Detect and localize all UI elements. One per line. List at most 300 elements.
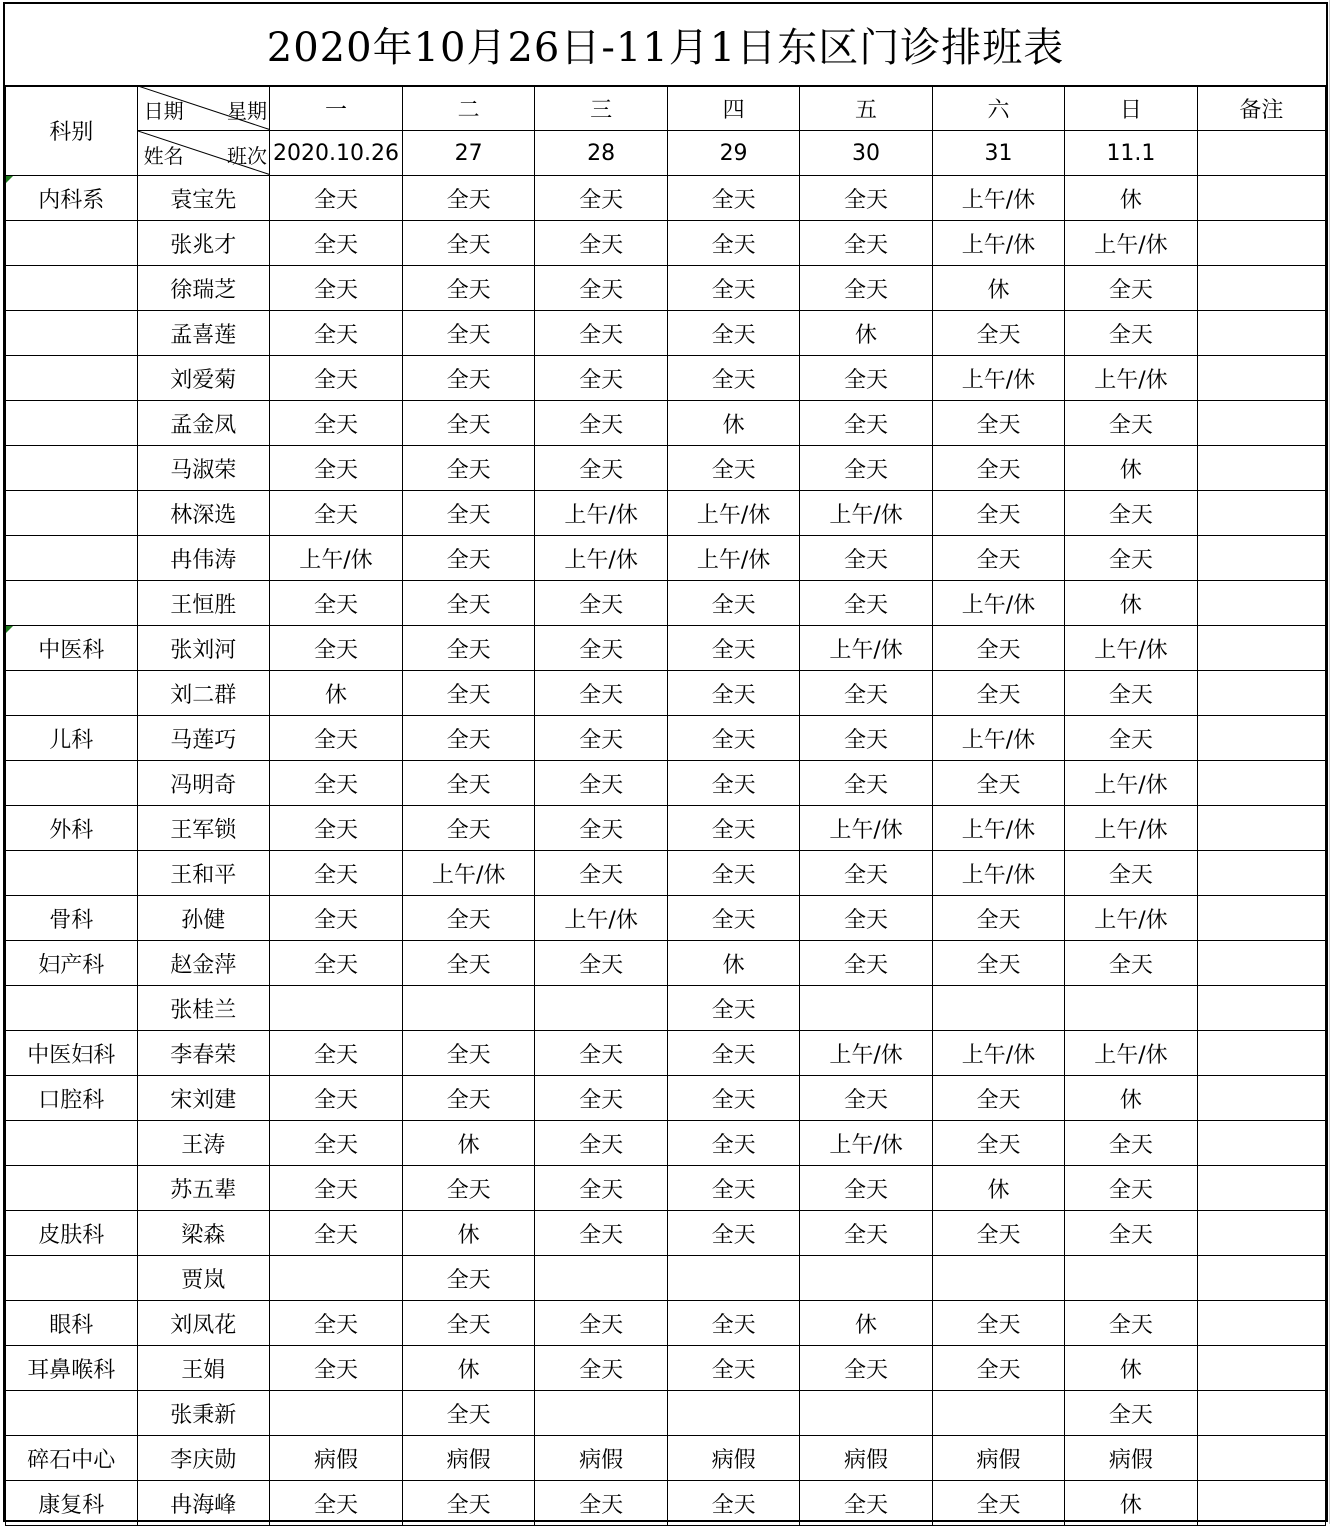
- shift-cell: [667, 1391, 799, 1436]
- shift-cell: 上午/休: [1065, 1031, 1197, 1076]
- name-cell: 张桂兰: [137, 986, 269, 1031]
- shift-cell: 全天: [667, 806, 799, 851]
- shift-cell: [667, 1256, 799, 1301]
- dept-cell: 骨科: [6, 896, 138, 941]
- shift-cell: 全天: [535, 266, 667, 311]
- shift-cell: 病假: [402, 1436, 534, 1481]
- shift-cell: [402, 986, 534, 1031]
- schedule-sheet: [3, 2, 1328, 1522]
- name-cell: 张刘河: [137, 626, 269, 671]
- table-row: [6, 716, 1326, 761]
- note-cell: [1197, 941, 1325, 986]
- note-cell: [1197, 311, 1325, 356]
- shift-cell: 全天: [402, 1481, 534, 1526]
- shift-cell: 全天: [270, 1076, 403, 1121]
- date-label: 日期: [143, 99, 184, 123]
- shift-cell: 全天: [535, 806, 667, 851]
- dept-cell: [6, 401, 138, 446]
- table-row: [6, 266, 1326, 311]
- shift-cell: 全天: [535, 446, 667, 491]
- shift-cell: 全天: [535, 401, 667, 446]
- shift-cell: 休: [1065, 1346, 1197, 1391]
- shift-cell: 全天: [800, 1076, 932, 1121]
- note-cell: [1197, 176, 1325, 221]
- shift-cell: 全天: [1065, 311, 1197, 356]
- shift-cell: [1065, 986, 1197, 1031]
- shift-cell: 全天: [402, 401, 534, 446]
- note-cell: [1197, 536, 1325, 581]
- table-row: [6, 986, 1326, 1031]
- dept-cell: [6, 671, 138, 716]
- table-row: [6, 806, 1326, 851]
- dept-cell: [6, 1121, 138, 1166]
- shift-cell: 全天: [667, 896, 799, 941]
- shift-cell: 全天: [535, 1121, 667, 1166]
- shift-cell: 全天: [800, 761, 932, 806]
- shift-cell: 全天: [1065, 941, 1197, 986]
- table-row: [6, 626, 1326, 671]
- shift-cell: 全天: [270, 311, 403, 356]
- shift-cell: 全天: [270, 1121, 403, 1166]
- shift-cell: 病假: [667, 1436, 799, 1481]
- shift-cell: 全天: [667, 716, 799, 761]
- shift-cell: 全天: [535, 176, 667, 221]
- shift-cell: 全天: [535, 1211, 667, 1256]
- shift-cell: 全天: [270, 221, 403, 266]
- shift-cell: 上午/休: [535, 536, 667, 581]
- table-row: [6, 1031, 1326, 1076]
- shift-cell: 上午/休: [932, 806, 1064, 851]
- shift-cell: [535, 986, 667, 1031]
- shift-cell: 全天: [1065, 401, 1197, 446]
- shift-cell: 全天: [667, 176, 799, 221]
- dept-cell: 碎石中心: [6, 1436, 138, 1481]
- shift-cell: 全天: [270, 806, 403, 851]
- cell-comment-marker: [6, 626, 13, 633]
- shift-cell: 全天: [932, 446, 1064, 491]
- shift-cell: 全天: [667, 626, 799, 671]
- shift-cell: 全天: [800, 1211, 932, 1256]
- table-row: [6, 1211, 1326, 1256]
- shift-cell: 全天: [402, 1076, 534, 1121]
- shift-cell: 全天: [535, 851, 667, 896]
- note-cell: [1197, 356, 1325, 401]
- shift-cell: 全天: [402, 761, 534, 806]
- shift-cell: [535, 1256, 667, 1301]
- shift-cell: 全天: [270, 896, 403, 941]
- shift-cell: 休: [270, 671, 403, 716]
- shift-cell: 上午/休: [1065, 221, 1197, 266]
- name-cell: 孙健: [137, 896, 269, 941]
- shift-cell: 全天: [535, 1031, 667, 1076]
- shift-cell: 全天: [800, 1346, 932, 1391]
- table-row: [6, 401, 1326, 446]
- shift-cell: 全天: [800, 401, 932, 446]
- shift-cell: [800, 986, 932, 1031]
- table-row: [6, 1481, 1326, 1526]
- name-cell: 王恒胜: [137, 581, 269, 626]
- note-cell: [1197, 581, 1325, 626]
- shift-cell: [932, 986, 1064, 1031]
- shift-cell: 全天: [800, 356, 932, 401]
- weekday-header: 五: [800, 86, 932, 131]
- shift-cell: 上午/休: [932, 851, 1064, 896]
- shift-cell: 全天: [535, 1301, 667, 1346]
- dept-cell: 皮肤科: [6, 1211, 138, 1256]
- shift-cell: 上午/休: [932, 176, 1064, 221]
- shift-cell: 上午/休: [535, 491, 667, 536]
- table-row: [6, 1166, 1326, 1211]
- shift-cell: 全天: [932, 1076, 1064, 1121]
- shift-cell: 全天: [932, 761, 1064, 806]
- shift-cell: 全天: [800, 266, 932, 311]
- name-cell: 徐瑞芝: [137, 266, 269, 311]
- dept-cell: 外科: [6, 806, 138, 851]
- shift-cell: 全天: [800, 716, 932, 761]
- table-row: [6, 1076, 1326, 1121]
- shift-cell: 全天: [270, 761, 403, 806]
- name-cell: 王娟: [137, 1346, 269, 1391]
- shift-cell: [270, 986, 403, 1031]
- shift-cell: 全天: [402, 1031, 534, 1076]
- shift-cell: 全天: [1065, 491, 1197, 536]
- note-cell: [1197, 1121, 1325, 1166]
- note-cell: [1197, 986, 1325, 1031]
- note-header: 备注: [1197, 86, 1325, 131]
- dept-cell: [6, 761, 138, 806]
- note-cell: [1197, 1166, 1325, 1211]
- dept-cell: [6, 491, 138, 536]
- name-cell: 张兆才: [137, 221, 269, 266]
- name-cell: 刘二群: [137, 671, 269, 716]
- dept-cell: [6, 536, 138, 581]
- shift-cell: 全天: [402, 896, 534, 941]
- shift-cell: 上午/休: [1065, 626, 1197, 671]
- shift-cell: 全天: [932, 1121, 1064, 1166]
- dept-cell: [6, 221, 138, 266]
- shift-cell: 全天: [1065, 851, 1197, 896]
- shift-cell: 全天: [667, 581, 799, 626]
- table-row: [6, 671, 1326, 716]
- name-cell: 袁宝先: [137, 176, 269, 221]
- shift-cell: 全天: [667, 266, 799, 311]
- shift-cell: 全天: [270, 356, 403, 401]
- shift-cell: 全天: [535, 311, 667, 356]
- table-row: [6, 941, 1326, 986]
- shift-cell: 全天: [667, 311, 799, 356]
- page-title: 2020年10月26日-11月1日东区门诊排班表: [266, 25, 1065, 71]
- dept-cell: 耳鼻喉科: [6, 1346, 138, 1391]
- shift-cell: 休: [1065, 176, 1197, 221]
- shift-cell: 上午/休: [932, 356, 1064, 401]
- name-cell: 冯明奇: [137, 761, 269, 806]
- shift-cell: 全天: [800, 1166, 932, 1211]
- shift-cell: 全天: [402, 176, 534, 221]
- shift-cell: 全天: [932, 941, 1064, 986]
- shift-cell: 病假: [270, 1436, 403, 1481]
- name-label: 姓名: [143, 144, 184, 168]
- table-row: [6, 1391, 1326, 1436]
- name-cell: 李春荣: [137, 1031, 269, 1076]
- note-cell: [1197, 1346, 1325, 1391]
- dept-header: 科别: [6, 86, 138, 176]
- header-row-date: [6, 131, 1326, 176]
- shift-cell: 全天: [402, 446, 534, 491]
- note-cell: [1197, 1436, 1325, 1481]
- note-cell: [1197, 1391, 1325, 1436]
- note-cell: [1197, 1076, 1325, 1121]
- dept-cell: [6, 356, 138, 401]
- shift-cell: 全天: [667, 1076, 799, 1121]
- shift-cell: 全天: [270, 446, 403, 491]
- shift-cell: 病假: [1065, 1436, 1197, 1481]
- shift-cell: 全天: [535, 716, 667, 761]
- shift-cell: 全天: [800, 671, 932, 716]
- table-row: [6, 581, 1326, 626]
- dept-cell: [6, 446, 138, 491]
- shift-cell: 休: [800, 1301, 932, 1346]
- shift-cell: 全天: [800, 581, 932, 626]
- shift-cell: [270, 1391, 403, 1436]
- shift-cell: 全天: [270, 1346, 403, 1391]
- shift-cell: 全天: [932, 1301, 1064, 1346]
- shift-cell: 休: [932, 1166, 1064, 1211]
- shift-cell: 全天: [270, 851, 403, 896]
- shift-cell: 全天: [270, 401, 403, 446]
- name-cell: 孟金凤: [137, 401, 269, 446]
- shift-cell: 全天: [667, 671, 799, 716]
- name-cell: 梁森: [137, 1211, 269, 1256]
- note-cell: [1197, 716, 1325, 761]
- note-cell: [1197, 446, 1325, 491]
- shift-cell: 病假: [800, 1436, 932, 1481]
- note-cell: [1197, 1481, 1325, 1526]
- shift-cell: 全天: [667, 1346, 799, 1391]
- shift-cell: 全天: [270, 1166, 403, 1211]
- name-cell: 李庆勋: [137, 1436, 269, 1481]
- shift-cell: 全天: [932, 401, 1064, 446]
- shift-cell: [932, 1256, 1064, 1301]
- sheet-margin: [1329, 0, 1340, 1524]
- shift-cell: 全天: [402, 1166, 534, 1211]
- shift-cell: 全天: [535, 221, 667, 266]
- table-row: [6, 896, 1326, 941]
- shift-cell: 全天: [535, 1481, 667, 1526]
- shift-cell: 全天: [270, 1301, 403, 1346]
- shift-cell: 全天: [270, 1481, 403, 1526]
- shift-cell: 全天: [535, 581, 667, 626]
- shift-cell: 全天: [800, 941, 932, 986]
- note-cell: [1197, 221, 1325, 266]
- note-cell: [1197, 401, 1325, 446]
- date-header: 28: [535, 131, 667, 176]
- note-cell: [1197, 1301, 1325, 1346]
- dept-cell: 眼科: [6, 1301, 138, 1346]
- shift-cell: 全天: [667, 986, 799, 1031]
- shift-cell: 全天: [800, 851, 932, 896]
- shift-cell: 全天: [402, 1391, 534, 1436]
- table-row: [6, 536, 1326, 581]
- shift-cell: 病假: [535, 1436, 667, 1481]
- shift-cell: 全天: [667, 1481, 799, 1526]
- name-cell: 刘爱菊: [137, 356, 269, 401]
- shift-cell: 全天: [932, 896, 1064, 941]
- shift-cell: 全天: [535, 1346, 667, 1391]
- shift-cell: 全天: [932, 671, 1064, 716]
- shift-cell: 全天: [800, 896, 932, 941]
- date-header: 31: [932, 131, 1064, 176]
- shift-cell: 全天: [402, 356, 534, 401]
- shift-cell: 上午/休: [800, 626, 932, 671]
- shift-cell: 全天: [535, 1166, 667, 1211]
- shift-cell: 全天: [1065, 1211, 1197, 1256]
- shift-cell: 全天: [667, 761, 799, 806]
- note-cell: [1197, 626, 1325, 671]
- shift-cell: 上午/休: [800, 1031, 932, 1076]
- note-cell: [1197, 761, 1325, 806]
- name-cell: 贾岚: [137, 1256, 269, 1301]
- header-row-weekday: [6, 86, 1326, 131]
- weekday-header: 六: [932, 86, 1064, 131]
- shift-cell: 全天: [667, 1301, 799, 1346]
- name-cell: 张秉新: [137, 1391, 269, 1436]
- shift-cell: 全天: [402, 806, 534, 851]
- dept-label: 中医科: [38, 637, 105, 663]
- title-row: [5, 4, 1326, 87]
- shift-cell: 全天: [535, 626, 667, 671]
- date-header: 27: [402, 131, 534, 176]
- table-row: [6, 356, 1326, 401]
- shift-cell: 全天: [535, 941, 667, 986]
- shift-cell: 休: [1065, 1481, 1197, 1526]
- dept-cell: 中医妇科: [6, 1031, 138, 1076]
- table-row: [6, 221, 1326, 266]
- shift-cell: [932, 1391, 1064, 1436]
- dept-cell: [6, 986, 138, 1031]
- shift-cell: 全天: [667, 851, 799, 896]
- shift-cell: [270, 1256, 403, 1301]
- dept-label: 内科系: [38, 187, 105, 213]
- dept-cell: 儿科: [6, 716, 138, 761]
- table-row: [6, 446, 1326, 491]
- shift-cell: 全天: [667, 221, 799, 266]
- shift-cell: 上午/休: [1065, 761, 1197, 806]
- shift-cell: 上午/休: [1065, 896, 1197, 941]
- shift-cell: 全天: [402, 266, 534, 311]
- shift-cell: 全天: [270, 941, 403, 986]
- name-cell: 马莲巧: [137, 716, 269, 761]
- shift-cell: 休: [402, 1121, 534, 1166]
- shift-cell: 上午/休: [402, 851, 534, 896]
- shift-cell: 上午/休: [932, 581, 1064, 626]
- shift-cell: 上午/休: [270, 536, 403, 581]
- dept-cell: [6, 581, 138, 626]
- note-cell: [1197, 266, 1325, 311]
- dept-cell: 口腔科: [6, 1076, 138, 1121]
- name-cell: 冉海峰: [137, 1481, 269, 1526]
- shift-cell: 全天: [667, 446, 799, 491]
- shift-cell: 休: [667, 401, 799, 446]
- shift-cell: 休: [667, 941, 799, 986]
- shift-cell: 全天: [800, 536, 932, 581]
- shift-cell: 全天: [270, 266, 403, 311]
- note-cell: [1197, 131, 1325, 176]
- table-row: [6, 1301, 1326, 1346]
- note-cell: [1197, 806, 1325, 851]
- date-header: 2020.10.26: [270, 131, 403, 176]
- name-cell: 林深选: [137, 491, 269, 536]
- note-cell: [1197, 1256, 1325, 1301]
- shift-cell: 全天: [800, 1481, 932, 1526]
- shift-cell: 全天: [800, 176, 932, 221]
- name-cell: 冉伟涛: [137, 536, 269, 581]
- name-cell: 王和平: [137, 851, 269, 896]
- shift-cell: 上午/休: [667, 536, 799, 581]
- note-cell: [1197, 851, 1325, 896]
- shift-cell: 休: [402, 1346, 534, 1391]
- shift-cell: 休: [1065, 1076, 1197, 1121]
- cell-comment-marker: [6, 176, 13, 183]
- shift-cell: 全天: [270, 716, 403, 761]
- dept-cell: [6, 626, 138, 671]
- shift-label: 班次: [227, 144, 267, 168]
- shift-cell: 全天: [1065, 266, 1197, 311]
- name-cell: 赵金萍: [137, 941, 269, 986]
- shift-cell: 全天: [932, 491, 1064, 536]
- note-cell: [1197, 1211, 1325, 1256]
- shift-cell: 全天: [1065, 1166, 1197, 1211]
- shift-cell: 全天: [402, 1256, 534, 1301]
- dept-cell: [6, 266, 138, 311]
- shift-cell: 全天: [1065, 1301, 1197, 1346]
- date-header: 29: [667, 131, 799, 176]
- shift-cell: [800, 1256, 932, 1301]
- weekday-header: 一: [270, 86, 403, 131]
- name-cell: 马淑荣: [137, 446, 269, 491]
- weekday-label: 星期: [227, 99, 267, 123]
- dept-cell: [6, 176, 138, 221]
- shift-cell: 上午/休: [932, 716, 1064, 761]
- dept-cell: [6, 1166, 138, 1211]
- shift-cell: 全天: [667, 1211, 799, 1256]
- shift-cell: 全天: [402, 1301, 534, 1346]
- date-header: 11.1: [1065, 131, 1197, 176]
- name-cell: 苏五辈: [137, 1166, 269, 1211]
- name-shift-header: [137, 131, 269, 176]
- shift-cell: 病假: [932, 1436, 1064, 1481]
- shift-cell: 全天: [270, 491, 403, 536]
- shift-cell: 全天: [667, 356, 799, 401]
- shift-cell: 全天: [1065, 716, 1197, 761]
- note-cell: [1197, 491, 1325, 536]
- dept-cell: [6, 311, 138, 356]
- shift-cell: 休: [800, 311, 932, 356]
- table-row: [6, 491, 1326, 536]
- shift-cell: 全天: [932, 536, 1064, 581]
- shift-cell: 全天: [402, 626, 534, 671]
- shift-cell: 全天: [932, 1346, 1064, 1391]
- name-cell: 王涛: [137, 1121, 269, 1166]
- weekday-header: 日: [1065, 86, 1197, 131]
- shift-cell: 上午/休: [800, 1121, 932, 1166]
- shift-cell: 休: [1065, 446, 1197, 491]
- shift-cell: 全天: [1065, 1121, 1197, 1166]
- name-cell: 王军锁: [137, 806, 269, 851]
- shift-cell: 全天: [270, 1211, 403, 1256]
- shift-cell: 全天: [535, 761, 667, 806]
- table-row: [6, 1121, 1326, 1166]
- shift-cell: 上午/休: [800, 491, 932, 536]
